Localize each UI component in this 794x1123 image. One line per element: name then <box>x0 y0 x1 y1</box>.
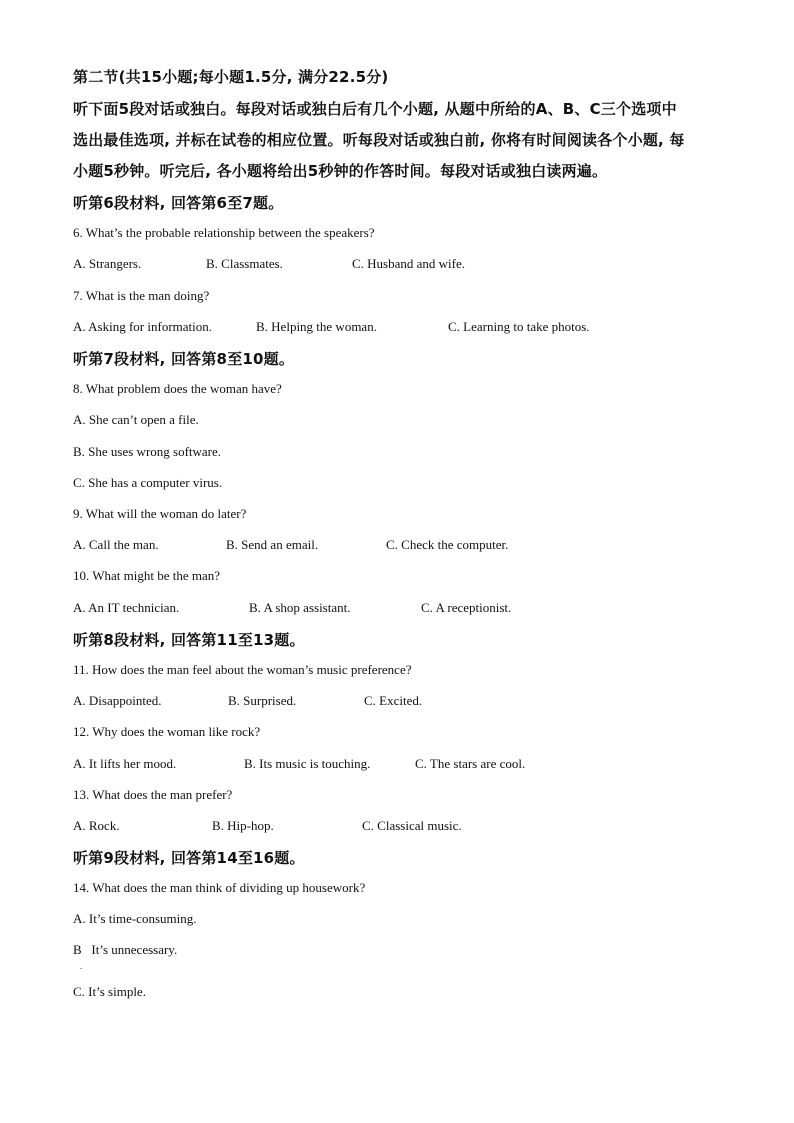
option-14a: A. It’s time-consuming. <box>73 911 197 926</box>
question-6: 6. What’s the probable relationship between the speakers? <box>73 225 375 240</box>
question-7: 7. What is the man doing? <box>73 288 210 303</box>
option-9b: B. Send an email. <box>226 537 319 552</box>
option-6a: A. Strangers. <box>73 256 142 271</box>
instructions-line-2: 选出最佳选项, 并标在试卷的相应位置。听每段对话或独白前, 你将有时间阅读各个小题, 每 <box>73 131 685 149</box>
instructions-line-3: 小题5秒钟。听完后, 各小题将给出5秒钟的作答时间。每段对话或独白读两遍。 <box>73 162 608 180</box>
option-10c: C. A receptionist. <box>421 600 512 615</box>
option-7a: A. Asking for information. <box>73 319 213 334</box>
option-7c: C. Learning to take photos. <box>448 319 590 334</box>
group-heading-8: 听第8段材料, 回答第11至13题。 <box>73 631 305 649</box>
group-heading-7: 听第7段材料, 回答第8至10题。 <box>73 350 295 368</box>
question-11: 11. How does the man feel about the woman’s music preference? <box>73 662 412 677</box>
question-14: 14. What does the man think of dividing up housework? <box>73 880 366 895</box>
question-13: 13. What does the man prefer? <box>73 787 233 802</box>
option-12b: B. Its music is touching. <box>244 756 371 771</box>
option-13a: A. Rock. <box>73 818 120 833</box>
option-13b: B. Hip-hop. <box>212 818 274 833</box>
option-14b: B It’s unnecessary. <box>73 942 178 957</box>
option-8c: C. She has a computer virus. <box>73 475 223 490</box>
instructions-line-1: 听下面5段对话或独白。每段对话或独白后有几个小题, 从题中所给的A、B、C三个选项中 <box>73 100 677 118</box>
section-title: 第二节(共15小题;每小题1.5分, 满分22.5分) <box>73 68 389 86</box>
option-7b: B. Helping the woman. <box>256 319 377 334</box>
option-11a: A. Disappointed. <box>73 693 162 708</box>
stray-mark: . <box>80 962 82 971</box>
option-6c: C. Husband and wife. <box>352 256 466 271</box>
question-9: 9. What will the woman do later? <box>73 506 247 521</box>
option-9a: A. Call the man. <box>73 537 159 552</box>
group-heading-6: 听第6段材料, 回答第6至7题。 <box>73 194 284 212</box>
group-heading-9: 听第9段材料, 回答第14至16题。 <box>73 849 305 867</box>
option-8b: B. She uses wrong software. <box>73 444 222 459</box>
option-8a: A. She can’t open a file. <box>73 412 199 427</box>
option-10b: B. A shop assistant. <box>249 600 351 615</box>
option-12c: C. The stars are cool. <box>415 756 526 771</box>
option-14c: C. It’s simple. <box>73 984 146 999</box>
question-10: 10. What might be the man? <box>73 568 221 583</box>
question-8: 8. What problem does the woman have? <box>73 381 282 396</box>
option-13c: C. Classical music. <box>362 818 462 833</box>
option-12a: A. It lifts her mood. <box>73 756 177 771</box>
option-10a: A. An IT technician. <box>73 600 180 615</box>
question-12: 12. Why does the woman like rock? <box>73 724 261 739</box>
option-11c: C. Excited. <box>364 693 423 708</box>
option-6b: B. Classmates. <box>206 256 283 271</box>
option-11b: B. Surprised. <box>228 693 297 708</box>
option-9c: C. Check the computer. <box>386 537 509 552</box>
